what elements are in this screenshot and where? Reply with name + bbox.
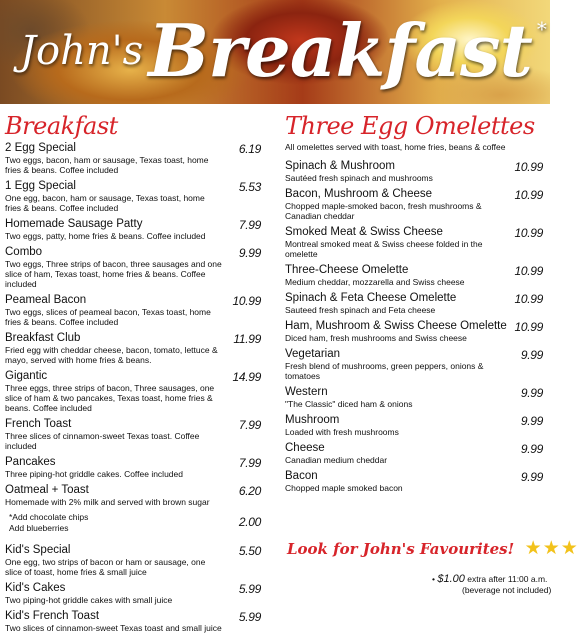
favourites-callout	[287, 537, 579, 560]
menu-item	[5, 294, 267, 327]
menu-item-description: Three slices of cinnamon-sweet Texas toast. Coffee included	[5, 431, 200, 451]
menu-item	[285, 188, 545, 221]
kids-items	[5, 544, 267, 633]
menu-item-name: Smoked Meat & Swiss Cheese	[285, 226, 443, 238]
menu-item	[5, 418, 267, 451]
menu-item-name: Oatmeal + Toast	[5, 484, 89, 496]
menu-item-price: 10.99	[514, 226, 543, 240]
addon-price: 2.00	[238, 515, 261, 529]
menu-item	[5, 370, 267, 413]
favourites-stars-icon: ★★★	[524, 538, 579, 559]
menu-item-name: Mushroom	[285, 414, 340, 426]
menu-item	[285, 470, 545, 493]
menu-item	[5, 610, 267, 633]
menu-item-description: Canadian medium cheddar	[285, 455, 388, 465]
menu-item	[5, 484, 267, 507]
menu-item-price: 7.99	[238, 456, 261, 470]
menu-item-price: 6.20	[238, 484, 261, 498]
menu-item-price: 5.50	[238, 544, 261, 558]
menu-item-name: Vegetarian	[285, 348, 340, 360]
menu-item-price: 10.99	[514, 264, 543, 278]
banner-title-johns: John's	[20, 28, 144, 74]
menu-item-description: Loaded with fresh mushrooms	[285, 427, 399, 437]
menu-item-name: Pancakes	[5, 456, 56, 468]
addon-blueberries: Add blueberries	[9, 523, 69, 533]
menu-item-description: Two eggs, Three strips of bacon, three sausages and one slice of ham, Texas toast, home fries & beans. Coffee included	[5, 259, 222, 289]
extra-beverage-note: (beverage not included)	[462, 585, 552, 595]
menu-item-description: One egg, bacon, ham or sausage, Texas toast, home fries & beans. Coffee included	[5, 193, 205, 213]
menu-item-description: Three piping-hot griddle cakes. Coffee included	[5, 469, 183, 479]
menu-item-description: Diced ham, fresh mushrooms and Swiss cheese	[285, 333, 467, 343]
menu-item	[285, 386, 545, 409]
menu-item-price: 6.19	[238, 142, 261, 156]
menu-item-name: Kid's French Toast	[5, 610, 100, 622]
menu-item-description: Chopped maple smoked bacon	[285, 483, 403, 493]
menu-item-price: 10.99	[514, 320, 543, 334]
menu-item-description: Chopped maple-smoked bacon, fresh mushrooms & Canadian cheddar	[285, 201, 482, 221]
menu-item-price: 5.99	[238, 582, 261, 596]
menu-item-name: Bacon	[285, 470, 318, 482]
menu-item-description: One egg, two strips of bacon or ham or sausage, one slice of toast, home fries & small juice	[5, 557, 206, 577]
menu-item-description: Two slices of cinnamon-sweet Texas toast and small juice	[5, 623, 222, 633]
menu-item	[5, 582, 267, 605]
menu-item-price: 9.99	[520, 442, 543, 456]
extra-amount: $1.00	[437, 573, 465, 585]
menu-item-name: Western	[285, 386, 328, 398]
header-banner	[0, 0, 550, 104]
menu-item-description: Three eggs, three strips of bacon, Three sausages, one slice of ham & two pancakes, Texas toast, home fries & beans. Coffee included	[5, 383, 215, 413]
menu-item-description: Homemade with 2% milk and served with brown sugar	[5, 497, 210, 507]
menu-item-description: Two eggs, slices of peameal bacon, Texas toast, home fries & beans. Coffee included	[5, 307, 211, 327]
breakfast-column	[5, 112, 267, 638]
menu-item-description: Two eggs, bacon, ham or sausage, Texas toast, home fries & beans. Coffee included	[5, 155, 209, 175]
menu-item-description: Fresh blend of mushrooms, green peppers, onions & tomatoes	[285, 361, 484, 381]
omelettes-subtitle: All omelettes served with toast, home fries, beans & coffee	[285, 142, 506, 152]
menu-item	[5, 218, 267, 241]
menu-item-price: 7.99	[238, 418, 261, 432]
omelette-items	[285, 160, 545, 493]
menu-item-price: 9.99	[520, 414, 543, 428]
favourites-text: Look for John's Favourites!	[287, 540, 515, 558]
menu-item-price: 9.99	[520, 470, 543, 484]
menu-item	[285, 442, 545, 465]
menu-item	[285, 264, 545, 287]
menu-item-name: Bacon, Mushroom & Cheese	[285, 188, 433, 200]
menu-item-description: Two eggs, patty, home fries & beans. Coffee included	[5, 231, 206, 241]
banner-asterisk: *	[536, 17, 547, 41]
menu-item-price: 10.99	[514, 292, 543, 306]
menu-item	[5, 544, 267, 577]
banner-title	[20, 8, 547, 93]
menu-item-name: Three-Cheese Omelette	[285, 264, 409, 276]
extra-charge-note	[432, 574, 551, 596]
menu-item-price: 9.99	[520, 386, 543, 400]
menu-item	[285, 414, 545, 437]
breakfast-section-title: Breakfast	[5, 112, 118, 140]
menu-item-price: 5.99	[238, 610, 261, 624]
menu-item	[285, 292, 545, 315]
menu-item-price: 10.99	[514, 188, 543, 202]
menu-item-name: Kid's Cakes	[5, 582, 66, 594]
menu-item-name: Gigantic	[5, 370, 48, 382]
menu-item	[285, 348, 545, 381]
menu-item-price: 10.99	[514, 160, 543, 174]
extra-text: extra after 11:00 a.m.	[464, 574, 548, 584]
menu-item-description: Two piping-hot griddle cakes with small juice	[5, 595, 173, 605]
menu-item-name: 2 Egg Special	[5, 142, 76, 154]
menu-item	[5, 246, 267, 289]
menu-item-price: 10.99	[232, 294, 261, 308]
addon-chocolate-chips: *Add chocolate chips	[9, 512, 89, 522]
menu-item-price: 7.99	[238, 218, 261, 232]
menu-item-description: Fried egg with cheddar cheese, bacon, tomato, lettuce & mayo, served with home fries & beans.	[5, 345, 218, 365]
menu-item-name: Peameal Bacon	[5, 294, 87, 306]
menu-item-description: Medium cheddar, mozzarella and Swiss cheese	[285, 277, 465, 287]
breakfast-items	[5, 142, 267, 507]
menu-item-description: Montreal smoked meat & Swiss cheese folded in the omelette	[285, 239, 483, 259]
menu-item-name: Spinach & Feta Cheese Omelette	[285, 292, 457, 304]
menu-item	[285, 226, 545, 259]
menu-item-name: Breakfast Club	[5, 332, 81, 344]
omelettes-section-title: Three Egg Omelettes	[285, 112, 535, 140]
menu-item-description: Sautéed fresh spinach and mushrooms	[285, 173, 433, 183]
menu-item-description: "The Classic" diced ham & onions	[285, 399, 413, 409]
menu-item	[285, 320, 545, 343]
banner-title-breakfast: Breakfast	[148, 8, 532, 93]
menu-item-price: 9.99	[238, 246, 261, 260]
addons-block	[5, 512, 267, 534]
menu-item-name: Combo	[5, 246, 43, 258]
menu-item	[5, 142, 267, 175]
menu-item	[5, 332, 267, 365]
menu-item	[5, 456, 267, 479]
menu-item-name: 1 Egg Special	[5, 180, 76, 192]
menu-item-price: 11.99	[233, 332, 261, 346]
menu-item	[285, 160, 545, 183]
menu-item-price: 5.53	[238, 180, 261, 194]
menu-item-price: 14.99	[232, 370, 261, 384]
menu-item-name: Kid's Special	[5, 544, 71, 556]
menu-item	[5, 180, 267, 213]
menu-item-name: Cheese	[285, 442, 325, 454]
menu-item-name: Homemade Sausage Patty	[5, 218, 143, 230]
menu-item-name: Spinach & Mushroom	[285, 160, 395, 172]
menu-item-description: Sauteed fresh spinach and Feta cheese	[285, 305, 436, 315]
extra-bullet: •	[432, 574, 438, 584]
omelettes-column	[285, 112, 545, 498]
menu-item-name: Ham, Mushroom & Swiss Cheese Omelette	[285, 320, 507, 332]
menu-item-price: 9.99	[520, 348, 543, 362]
menu-item-name: French Toast	[5, 418, 72, 430]
